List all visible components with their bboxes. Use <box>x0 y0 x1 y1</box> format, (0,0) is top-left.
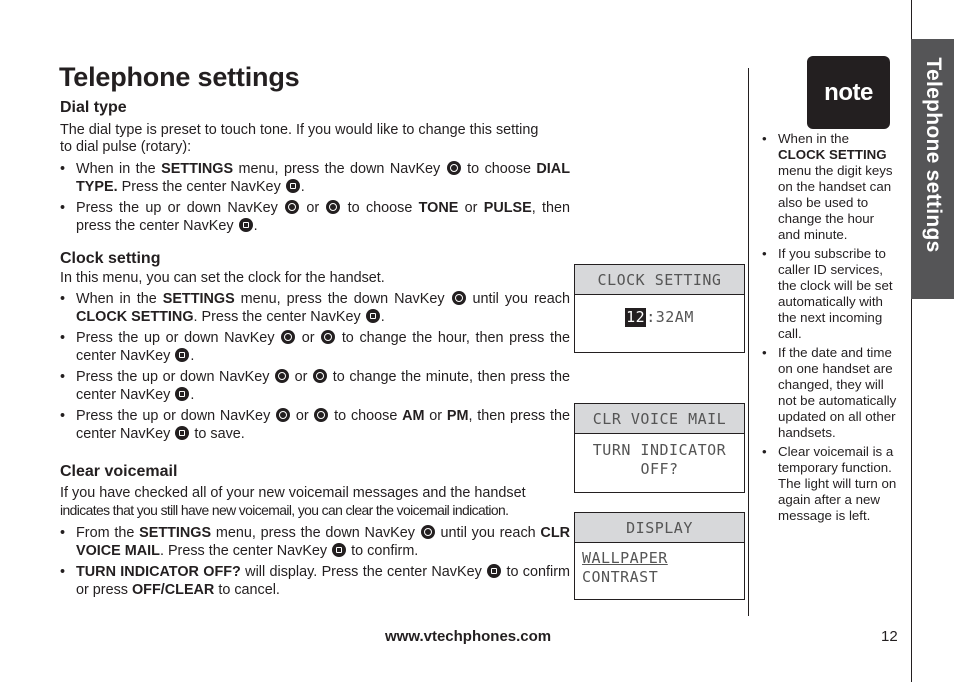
voicemail-step-1: • From the SETTINGS menu, press the down NavKey until you reach CLR VOICE MAIL. Press the center NavKey to confirm. <box>60 525 570 559</box>
navkey-down-icon <box>447 161 461 175</box>
bullet-dot: • <box>60 369 66 385</box>
navkey-down-icon <box>326 200 340 214</box>
bullet-dot: • <box>60 525 66 541</box>
voicemail-step-2: • TURN INDICATOR OFF? will display. Press the center NavKey to confirm or press OFF/CLEAR to cancel. <box>60 564 570 598</box>
navkey-down-icon <box>321 330 335 344</box>
note-item: • If the date and time on one handset are changed, they will not be automatically updated on all other handsets. <box>762 345 897 440</box>
navkey-down-icon <box>314 408 328 422</box>
clock-setting-screen <box>574 264 745 353</box>
navkey-center-icon <box>175 426 189 440</box>
clock-setting-heading: Clock setting <box>60 250 161 267</box>
note-item: • If you subscribe to caller ID services, the clock will be set automatically with the next incoming call. <box>762 246 893 341</box>
footer-url[interactable]: www.vtechphones.com <box>385 628 552 645</box>
bullet-dot: • <box>762 246 767 261</box>
navkey-up-icon <box>276 408 290 422</box>
bullet-dot: • <box>60 408 66 424</box>
clear-voicemail-screen <box>574 403 745 493</box>
bullet-dot: • <box>762 345 767 360</box>
voicemail-screen-line2: OFF? <box>640 460 679 478</box>
voicemail-intro-line1: If you have checked all of your new voicemail messages and the handset <box>60 485 526 501</box>
dial-type-intro-line1: The dial type is preset to touch tone. If you would like to change this setting <box>60 122 539 138</box>
note-item: • Clear voicemail is a temporary function. The light will turn on again after a new message is left. <box>762 444 897 523</box>
navkey-up-icon <box>285 200 299 214</box>
page-title: Telephone settings <box>59 62 300 92</box>
section-tab-label: Telephone settings <box>922 57 945 253</box>
navkey-down-icon <box>313 369 327 383</box>
dial-type-step-1: • When in the SETTINGS menu, press the down NavKey to choose DIAL TYPE. Press the center NavKey . <box>60 161 570 195</box>
column-divider <box>748 68 749 616</box>
dial-type-intro <box>60 122 570 156</box>
navkey-down-icon <box>421 525 435 539</box>
clock-screen-time <box>575 308 744 327</box>
display-screen-contrast: CONTRAST <box>582 568 659 586</box>
navkey-up-icon <box>281 330 295 344</box>
bullet-dot: • <box>60 564 66 580</box>
dial-type-heading: Dial type <box>60 99 127 116</box>
display-screen-title: DISPLAY <box>575 513 744 543</box>
navkey-center-icon <box>332 543 346 557</box>
navkey-center-icon <box>175 387 189 401</box>
clock-step-4: • Press the up or down NavKey or to choose AM or PM, then press the center NavKey to save. <box>60 408 571 442</box>
voicemail-screen-title: CLR VOICE MAIL <box>575 404 744 434</box>
clock-step-1: • When in the SETTINGS menu, press the down NavKey until you reach CLOCK SETTING. Press the center NavKey . <box>60 291 571 325</box>
page-number: 12 <box>881 628 898 645</box>
navkey-center-icon <box>239 218 253 232</box>
clear-voicemail-intro <box>60 485 570 520</box>
clear-voicemail-heading: Clear voicemail <box>60 463 178 480</box>
navkey-up-icon <box>275 369 289 383</box>
bullet-dot: • <box>60 200 66 216</box>
clock-screen-minute: :32AM <box>646 308 694 326</box>
voicemail-screen-line1: TURN INDICATOR <box>592 441 727 459</box>
bullet-dot: • <box>762 131 767 146</box>
clock-setting-intro: In this menu, you can set the clock for the handset. <box>60 270 385 286</box>
navkey-center-icon <box>366 309 380 323</box>
navkey-down-icon <box>452 291 466 305</box>
navkey-center-icon <box>487 564 501 578</box>
dial-type-intro-line2: to dial pulse (rotary): <box>60 139 192 155</box>
display-screen <box>574 512 745 600</box>
bullet-dot: • <box>60 330 66 346</box>
navkey-center-icon <box>286 179 300 193</box>
note-badge: note <box>807 56 890 129</box>
clock-step-3: • Press the up or down NavKey or to change the minute, then press the center NavKey . <box>60 369 570 403</box>
clock-screen-hour: 12 <box>626 308 646 326</box>
clock-screen-title: CLOCK SETTING <box>575 265 744 295</box>
note-item: • When in the CLOCK SETTING menu the digit keys on the handset can also be used to change the hour and minute. <box>762 131 893 242</box>
voicemail-intro-line2: indicates that you still have new voicemail, you can clear the voicemail indication. <box>60 502 509 518</box>
clock-step-2: • Press the up or down NavKey or to change the hour, then press the center NavKey . <box>60 330 570 364</box>
navkey-center-icon <box>175 348 189 362</box>
dial-type-step-2: • Press the up or down NavKey or to choose TONE or PULSE, then press the center NavKey . <box>60 200 571 234</box>
bullet-dot: • <box>762 444 767 459</box>
display-screen-wallpaper: WALLPAPER <box>582 549 668 567</box>
bullet-dot: • <box>60 161 66 177</box>
note-list <box>762 131 897 527</box>
bullet-dot: • <box>60 291 66 307</box>
